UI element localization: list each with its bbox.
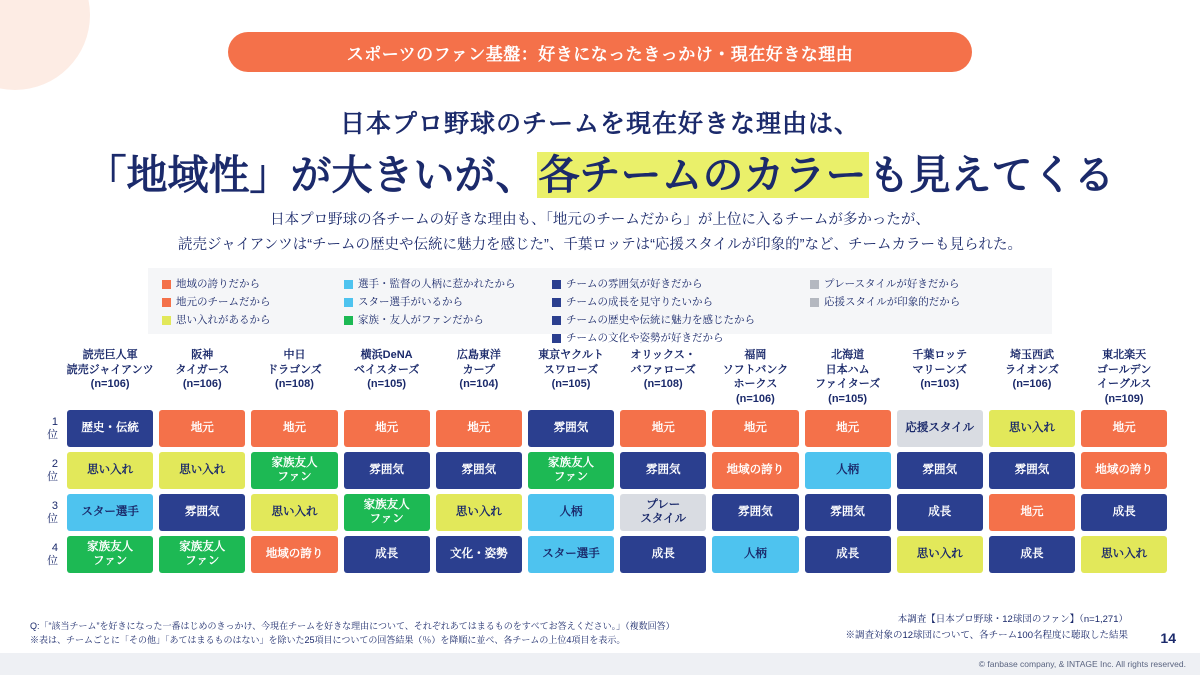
table-cell: [617, 452, 709, 489]
footnote-question: Q:「“該当チーム”を好きになった一番はじめのきっかけ、今現在チームを好きな理由について、それぞれあてはまるものをすべてお答えください。」（複数回答）: [30, 621, 675, 631]
reason-chip: 思い入れ: [989, 410, 1075, 447]
legend-swatch-icon: [344, 298, 353, 307]
team-name-line: 阪神: [191, 349, 214, 361]
table-cell: [525, 494, 617, 531]
legend-swatch-icon: [552, 334, 561, 343]
table-cell: [156, 410, 248, 447]
reason-chip: 地元: [989, 494, 1075, 531]
table-cell: [341, 452, 433, 489]
ranking-table: [28, 348, 1172, 578]
table-body: [28, 410, 1172, 573]
table-cell: [341, 410, 433, 447]
rank-label: [28, 458, 64, 482]
team-sample-size: (n=106): [90, 378, 130, 391]
reason-chip: 家族友人 ファン: [344, 494, 430, 531]
table-cell: [525, 410, 617, 447]
legend-swatch-icon: [552, 280, 561, 289]
table-cell: [894, 410, 986, 447]
legend-item: [552, 314, 810, 327]
table-cell: [709, 452, 801, 489]
table-cell: [64, 536, 156, 573]
reason-chip: 地元: [712, 410, 798, 447]
legend-swatch-icon: [552, 298, 561, 307]
rank-label: [28, 500, 64, 524]
reason-chip: 地元: [1081, 410, 1167, 447]
page-number: 14: [1160, 630, 1176, 646]
table-cell: [248, 452, 340, 489]
table-cell: [433, 494, 525, 531]
table-cell: [433, 410, 525, 447]
footnote-right: [845, 612, 1128, 644]
table-cell: [525, 452, 617, 489]
legend-item: [552, 278, 810, 291]
legend-column: [162, 278, 344, 327]
table-cell: [617, 536, 709, 573]
table-cell: [802, 494, 894, 531]
team-name-line: 日本ハム: [825, 363, 870, 376]
reason-chip: 思い入れ: [67, 452, 153, 489]
legend-label: 家族・友人がファンだから: [358, 314, 484, 327]
team-column-header: [617, 348, 709, 406]
table-cell: [248, 494, 340, 531]
table-cell: [1078, 452, 1170, 489]
reason-chip: 地元: [251, 410, 337, 447]
lead-paragraph: [0, 208, 1200, 259]
team-column-header: [248, 348, 340, 406]
lead-line-1: 日本プロ野球の各チームの好きな理由も、「地元のチームだから」が上位に入るチームが多かったが、: [270, 212, 930, 228]
rank-label: [28, 416, 64, 440]
team-column-header: [341, 348, 433, 406]
table-cell: [986, 452, 1078, 489]
reason-chip: 成長: [344, 536, 430, 573]
team-name-line: タイガース: [175, 363, 230, 376]
reason-chip: 家族友人 ファン: [159, 536, 245, 573]
table-cell: [248, 536, 340, 573]
team-name-line: 北海道: [831, 349, 865, 361]
team-column-header: [986, 348, 1078, 406]
legend-item: [344, 296, 552, 309]
reason-chip: 家族友人 ファン: [251, 452, 337, 489]
legend-column: [810, 278, 1010, 324]
table-cell: [709, 494, 801, 531]
team-sample-size: (n=103): [920, 378, 960, 391]
legend-label: チームの文化や姿勢が好きだから: [566, 332, 724, 345]
reason-chip: 人柄: [805, 452, 891, 489]
reason-chip: 雰囲気: [897, 452, 983, 489]
slide-banner: [228, 32, 972, 72]
reason-chip: 雰囲気: [989, 452, 1075, 489]
table-cell: [617, 410, 709, 447]
reason-chip: 成長: [897, 494, 983, 531]
legend-label: 選手・監督の人柄に惹かれたから: [358, 278, 516, 290]
table-cell: [248, 410, 340, 447]
rank-label-part: 2: [51, 458, 58, 471]
table-cell: [64, 494, 156, 531]
team-name-line: マリーンズ: [912, 363, 967, 376]
team-sample-size: (n=108): [643, 378, 683, 391]
team-name-line: 福岡: [744, 349, 767, 361]
reason-chip: 地域の誇り: [251, 536, 337, 573]
table-cell: [341, 494, 433, 531]
rank-label: [28, 542, 64, 566]
reason-chip: 家族友人 ファン: [67, 536, 153, 573]
team-name-line: 横浜DeNA: [360, 349, 413, 361]
legend-item: [344, 314, 552, 327]
reason-chip: 地元: [344, 410, 430, 447]
table-cell: [433, 536, 525, 573]
team-column-header: [709, 348, 801, 406]
reason-chip: 思い入れ: [436, 494, 522, 531]
table-cell: [894, 494, 986, 531]
legend-item: [162, 278, 344, 291]
legend-column: [552, 278, 810, 345]
team-name-line: 東京ヤクルト: [538, 349, 604, 361]
team-column-header: [1078, 348, 1170, 406]
table-cell: [986, 494, 1078, 531]
team-sample-size: (n=104): [459, 378, 499, 391]
team-column-header: [156, 348, 248, 406]
legend-label: チームの歴史や伝統に魅力を感じたから: [566, 314, 755, 327]
team-sample-size: (n=106): [735, 392, 775, 405]
legend-label: 地元のチームだから: [176, 296, 271, 309]
table-cell: [802, 410, 894, 447]
rank-label-part: 位: [47, 554, 58, 567]
table-cell: [1078, 536, 1170, 573]
survey-scope: 本調査【日本プロ野球・12球団のファン】（n=1,271）: [897, 614, 1128, 625]
team-name-line: バファローズ: [630, 363, 696, 376]
team-name-line: ベイスターズ: [353, 363, 420, 376]
legend-swatch-icon: [552, 316, 561, 325]
reason-chip: 雰囲気: [528, 410, 614, 447]
legend-label: 応援スタイルが印象的だから: [824, 296, 961, 309]
legend-label: 地域の誇りだから: [176, 278, 260, 290]
table-cell: [156, 452, 248, 489]
reason-chip: 成長: [1081, 494, 1167, 531]
team-name-line: 東北楽天: [1102, 349, 1147, 361]
headline-part-a: 「地域性」が大きいが、: [85, 152, 537, 198]
team-sample-size: (n=109): [1104, 392, 1144, 405]
legend-swatch-icon: [810, 280, 819, 289]
team-name-line: ライオンズ: [1004, 363, 1059, 376]
legend-label: スター選手がいるから: [358, 296, 463, 309]
reason-chip: 雰囲気: [436, 452, 522, 489]
copyright-text: © fanbase company, & INTAGE Inc. All rights reserved.: [978, 659, 1186, 669]
legend-label: プレースタイルが好きだから: [824, 278, 960, 290]
banner-text: スポーツのファン基盤：好きになったきっかけ・現在好きな理由: [346, 44, 854, 64]
reason-chip: 地元: [436, 410, 522, 447]
reason-chip: スター選手: [67, 494, 153, 531]
team-name-line: 埼玉西武: [1009, 349, 1054, 361]
team-name-line: カープ: [462, 363, 496, 376]
team-name-line: ホークス: [733, 378, 778, 391]
legend-label: チームの雰囲気が好きだから: [566, 278, 703, 290]
team-sample-size: (n=108): [275, 378, 314, 391]
table-cell: [156, 494, 248, 531]
team-name-line: ドラゴンズ: [267, 363, 322, 376]
team-name-line: スワローズ: [543, 363, 599, 376]
reason-chip: 思い入れ: [897, 536, 983, 573]
table-cell: [986, 410, 1078, 447]
legend-label: チームの成長を見守りたいから: [566, 296, 713, 309]
reason-chip: 地域の誇り: [712, 452, 798, 489]
table-cell: [1078, 410, 1170, 447]
team-sample-size: (n=105): [828, 392, 867, 405]
team-column-header: [64, 348, 156, 406]
table-cell: [617, 494, 709, 531]
reason-chip: 地元: [805, 410, 891, 447]
footnote-left: [30, 620, 675, 648]
reason-chip: 地元: [620, 410, 706, 447]
lead-line-2: 読売ジャイアンツは“チームの歴史や伝統に魅力を感じた”、千葉ロッテは“応援スタイルが印象的”など、チームカラーも見られた。: [178, 237, 1022, 254]
reason-chip: 成長: [620, 536, 706, 573]
table-cell: [525, 536, 617, 573]
reason-chip: 応援スタイル: [897, 410, 983, 447]
headline-part-b: も見えてくる: [868, 152, 1115, 198]
table-cell: [341, 536, 433, 573]
table-cell: [709, 410, 801, 447]
reason-chip: 地元: [159, 410, 245, 447]
legend-item: [552, 296, 810, 309]
reason-chip: 成長: [805, 536, 891, 573]
reason-chip: 歴史・伝統: [67, 410, 153, 447]
rank-label-part: 位: [47, 470, 58, 483]
rank-label-part: 3: [51, 500, 58, 513]
team-name-line: 広島東洋: [456, 349, 501, 361]
reason-chip: 人柄: [528, 494, 614, 531]
table-row: [28, 410, 1172, 447]
team-column-header: [894, 348, 986, 406]
table-row: [28, 494, 1172, 531]
table-row: [28, 452, 1172, 489]
footnote-note: ※表は、チームごとに「その他」「あてはまるものはない」を除いた25項目についての回答結果（％）を降順に並べ、各チームの上位4項目を表示。: [30, 634, 626, 645]
reason-chip: 成長: [989, 536, 1075, 573]
team-column-header: [433, 348, 525, 406]
team-name-line: イーグルス: [1096, 378, 1152, 391]
team-sample-size: (n=106): [1012, 378, 1052, 391]
reason-chip: 文化・姿勢: [436, 536, 522, 573]
reason-chip: 雰囲気: [712, 494, 798, 531]
reason-chip: 雰囲気: [805, 494, 891, 531]
table-cell: [709, 536, 801, 573]
reason-chip: 思い入れ: [1081, 536, 1167, 573]
survey-note: ※調査対象の12球団について、各チーム100名程度に聴取した結果: [845, 630, 1128, 642]
legend: [148, 268, 1052, 345]
table-row: [28, 536, 1172, 573]
legend-swatch-icon: [162, 298, 171, 307]
legend-item: [552, 332, 810, 345]
legend-swatch-icon: [162, 280, 171, 289]
legend-label: 思い入れがあるから: [176, 314, 271, 327]
table-cell: [894, 536, 986, 573]
copyright-bar: [0, 653, 1200, 675]
table-cell: [802, 536, 894, 573]
legend-swatch-icon: [810, 298, 819, 307]
legend-item: [162, 314, 344, 327]
reason-chip: プレー スタイル: [620, 494, 706, 531]
team-name-line: 読売巨人軍: [82, 349, 138, 361]
team-sample-size: (n=105): [551, 378, 591, 391]
team-column-header: [802, 348, 894, 406]
team-sample-size: (n=105): [367, 378, 407, 391]
reason-chip: 人柄: [712, 536, 798, 573]
legend-item: [810, 296, 1010, 309]
legend-swatch-icon: [162, 316, 171, 325]
legend-swatch-icon: [344, 316, 353, 325]
rank-label-part: 位: [47, 512, 58, 525]
table-cell: [64, 410, 156, 447]
rank-label-part: 位: [47, 428, 58, 441]
reason-chip: 思い入れ: [251, 494, 337, 531]
rank-label-part: 4: [51, 542, 58, 555]
rank-header-spacer: [28, 348, 64, 406]
reason-chip: 雰囲気: [620, 452, 706, 489]
legend-item: [162, 296, 344, 309]
team-name-line: 中日: [283, 349, 306, 361]
legend-item: [810, 278, 1010, 291]
reason-chip: 思い入れ: [159, 452, 245, 489]
team-name-line: オリックス・: [630, 349, 696, 361]
headline-line2: [0, 142, 1200, 201]
table-cell: [64, 452, 156, 489]
decorative-corner-circle: [0, 0, 90, 90]
legend-column: [344, 278, 552, 327]
table-cell: [1078, 494, 1170, 531]
rank-label-part: 1: [51, 416, 58, 429]
reason-chip: 雰囲気: [344, 452, 430, 489]
team-name-line: 千葉ロッテ: [912, 349, 968, 361]
legend-swatch-icon: [344, 280, 353, 289]
reason-chip: スター選手: [528, 536, 614, 573]
team-sample-size: (n=106): [182, 378, 222, 391]
table-header-row: [28, 348, 1172, 406]
table-cell: [894, 452, 986, 489]
headline-highlight: 各チームのカラー: [538, 152, 867, 198]
headline-line1: 日本プロ野球のチームを現在好きな理由は、: [339, 110, 860, 138]
team-column-header: [525, 348, 617, 406]
team-name-line: ゴールデン: [1096, 363, 1152, 376]
table-cell: [802, 452, 894, 489]
reason-chip: 雰囲気: [159, 494, 245, 531]
table-cell: [433, 452, 525, 489]
table-cell: [156, 536, 248, 573]
table-cell: [986, 536, 1078, 573]
team-name-line: ファイターズ: [814, 378, 881, 391]
reason-chip: 地域の誇り: [1081, 452, 1167, 489]
reason-chip: 家族友人 ファン: [528, 452, 614, 489]
team-name-line: ソフトバンク: [722, 363, 789, 376]
legend-item: [344, 278, 552, 291]
team-name-line: 読売ジャイアンツ: [66, 363, 154, 376]
